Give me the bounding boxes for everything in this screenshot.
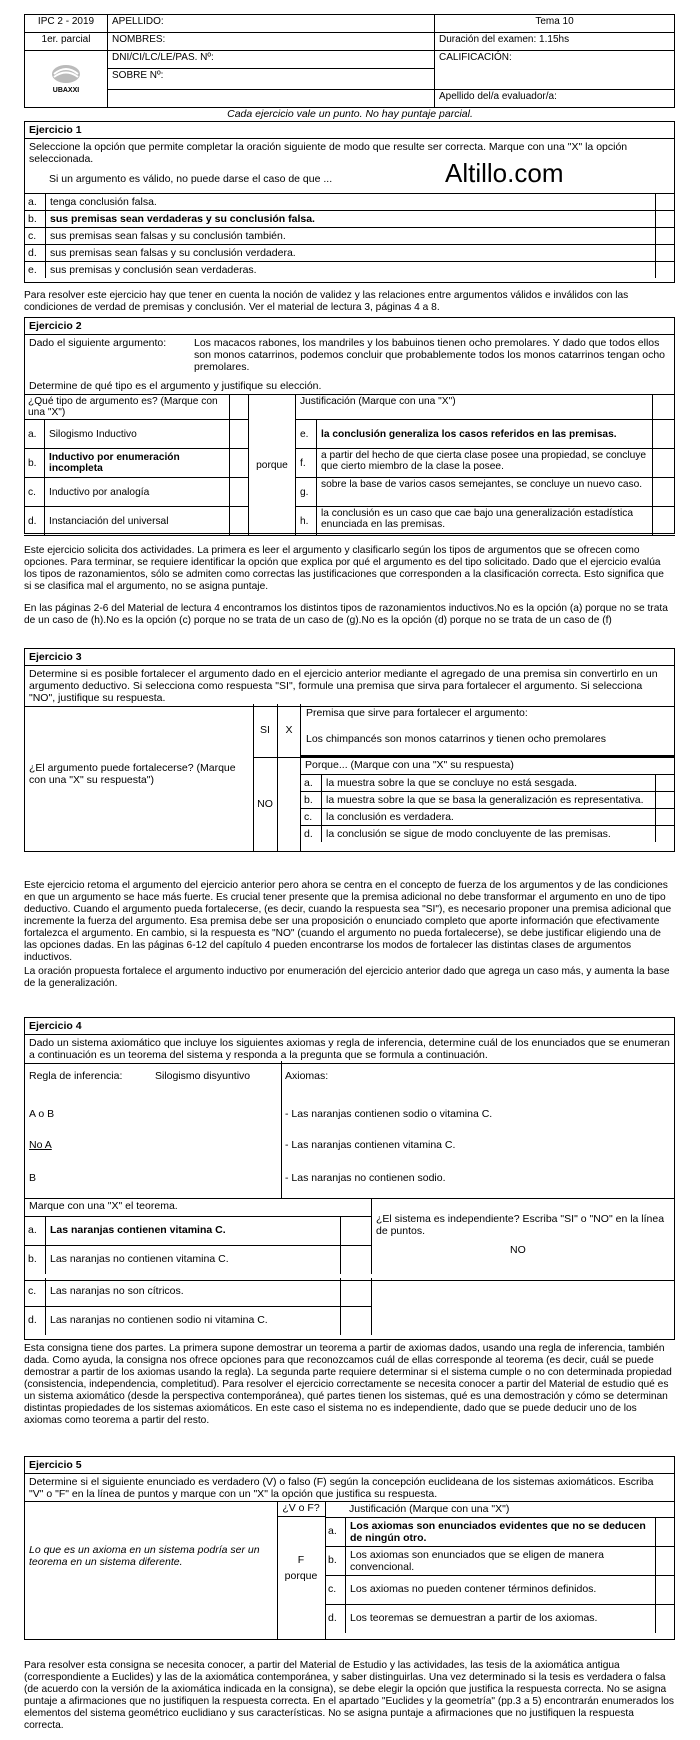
ej3-mark[interactable] xyxy=(656,775,674,791)
scoring-note: Cada ejercicio vale un punto. No hay puntaje parcial. xyxy=(227,108,473,120)
tema-label: Tema 10 xyxy=(435,15,675,33)
ejercicio-4: Ejercicio 4 Dado un sistema axiomático que incluye los siguientes axiomas y regla de inferencia, determine cuál de los enunciados que se enumeran a continuación es un teorema del sistema y responda a la pregunta que se formula a continuación. Regla de inferencia: Silogismo disyuntivo A o B No A B Axiomas: - Las naranjas contienen sodio o vitamina C. - Las naranjas contienen vitamina C. - Las naranjas no contienen sodio. Marque con una "X" el teorema. a. Las naranjas contienen vitamina C. b. Las naranjas no contienen vitamina C. ¿El sistema es independiente? Escriba "SI" o "NO" en la línea de puntos. xyxy=(24,1017,675,1281)
nombres-field[interactable]: NOMBRES: xyxy=(108,33,435,51)
ej5-title: Ejercicio 5 xyxy=(25,1457,674,1474)
ejercicio-1 xyxy=(24,121,675,283)
ej5-mark[interactable] xyxy=(656,1605,674,1633)
uba-logo-icon xyxy=(44,62,88,94)
ej4-axiom: - Las naranjas contienen vitamina C. xyxy=(285,1139,456,1151)
ej5-mark[interactable] xyxy=(656,1576,674,1604)
ej1-explanation: Para resolver este ejercicio hay que tener en cuenta la noción de validez y las relaciones entre argumentos válidos e inválidos con las condiciones de verdad de premisas y conclusión. Ver el material de lectura 3, páginas 4 a 8. xyxy=(24,290,629,313)
ej5-mark[interactable] xyxy=(656,1547,674,1575)
ej5-prompt: Determine si el siguiente enunciado es verdadero (V) o falso (F) según la concepción euclideana de los sistemas axiomáticos. Escriba "V" o "F" en la línea de puntos y marque con un "X" la opción que justifica su respuesta. xyxy=(29,1476,654,1500)
ej1-opt-letter: d. xyxy=(25,245,46,261)
ej5-explanation: Para resolver esta consigna se necesita conocer, a partir del Material de Estudio y las actividades, las tesis de la axiomática antigua (correspondiente a Euclides) y las de la axiomática contemporánea, y saber distinguirlas. Una vez determinado si la tesis es verdadera o falsa (de acuerdo con la versión de la axiomática indicada en la consigna), se debe elegir la opción que justifica la respuesta correcta. No se asigna puntaje a afirmaciones que no justifiquen la respuesta correcta. En el apartado "Euclides y la geometría" (pp.3 a 5) encontrarán enumerados los elementos del sistema geométrico euclidiano y sus características. No se asigna puntaje a afirmaciones que no justifiquen la respuesta correcta. xyxy=(24,1660,674,1731)
ej1-stem: Si un argumento es válido, no puede darse el caso de que ... xyxy=(49,173,333,185)
ejercicio-3: Ejercicio 3 Determine si es posible fortalecer el argumento dado en el ejercicio anterior mediante el agregado de una premisa sin convertirlo en un argumento deductivo. Si selecciona como respuesta "SI", formule una premisa que sirva para fortalecer el argumento. Si selecciona "NO", justifique su respuesta. ¿El argumento puede fortalecerse? (Marque con una "X" su respuesta") SI X Premisa que sirve para fortalecer el argumento: Los chimpancés son monos catarrinos y tienen ocho premolares NO Porque... (Marque con una "X" su respuesta) a. la muestra sobre la que se concluye no está sesgada. b. la muestra sobre la que se basa la generalización es representativa. c. la conclusión es verdadera. d. la conclusión se sigue de modo concluyente de las premisas. xyxy=(24,648,675,852)
ej2-mark[interactable] xyxy=(230,420,249,449)
exam-label: 1er. parcial xyxy=(25,33,108,51)
ej4-axiom: - Las naranjas no contienen sodio. xyxy=(285,1172,446,1184)
ej4-indep-question: ¿El sistema es independiente? Escriba "SI" o "NO" en la línea de puntos. xyxy=(376,1213,665,1237)
ej3-option-b[interactable]: la muestra sobre la que se basa la generalización es representativa. xyxy=(322,792,656,808)
ej1-option-a[interactable]: tenga conclusión falsa. xyxy=(46,194,656,210)
ej1-option-c[interactable]: sus premisas sean falsas y su conclusión también. xyxy=(46,228,656,244)
ej3-option-d[interactable]: la conclusión se sigue de modo concluyente de las premisas. xyxy=(322,826,656,842)
ej2-col-just: Justificación (Marque con una "X") xyxy=(296,395,653,420)
ej2-argument: Los macacos rabones, los mandriles y los babuinos tienen ocho premolares. Y dado que todos ellos son monos catarrinos, podemos concluir que probablemente todos los monos catarrinos tengan ocho premolares. xyxy=(194,337,666,373)
svg-text:UBAXXI: UBAXXI xyxy=(52,86,80,94)
ej4-mark-label: Marque con una "X" el teorema. xyxy=(25,1198,372,1216)
ej3-porque-label: Porque... (Marque con una "X" su respuesta) xyxy=(305,759,514,771)
exam-header xyxy=(24,14,675,108)
ej3-title: Ejercicio 3 xyxy=(25,649,674,666)
ejercicio-2: Ejercicio 2 Dado el siguiente argumento: Los macacos rabones, los mandriles y los babuinos tienen ocho premolares. Y dado que todos ellos son monos catarrinos, podemos concluir que probablemente todos los monos catarrinos tengan ocho premolares. Determine de qué tipo es el argumento y justifique su elección. ¿Qué tipo de argumento es? (Marque con una "X") porque Justificación (Marque con una "X") a. Silogismo Inductivo e. la conclusión generaliza los casos referidos en las premisas. b. Inductivo por enumeración incompleta f. a partir del hecho de que cierta clase posee una propiedad, se concluye que cierto miembro de la clase la posee. c. Inductivo por analogía g. sobre la base de varios casos semejantes, se concluye un nuevo caso. d. Instanciación del universal h. la conclusión es un caso que cae bajo una generalización estadística enunciada en las premisas. xyxy=(24,317,675,534)
ej3-option-a[interactable]: la muestra sobre la que se concluye no está sesgada. xyxy=(322,775,656,791)
ejercicio-4-lower: c. Las naranjas no son cítricos. d. Las naranjas no contienen sodio ni vitamina C. xyxy=(24,1278,675,1340)
course-code: IPC 2 - 2019 xyxy=(25,15,108,33)
ej3-premisa-label: Premisa que sirve para fortalecer el argumento: xyxy=(306,707,528,719)
ej2-porque: porque xyxy=(249,395,296,536)
ej4-option-a[interactable]: Las naranjas contienen vitamina C. xyxy=(46,1217,341,1245)
ej3-question: ¿El argumento puede fortalecerse? (Marque con una "X" su respuesta") xyxy=(29,762,236,786)
ej4-explanation: Esta consigna tiene dos partes. La primera supone demostrar un teorema a partir de axiomas dados, usando una regla de inferencia, también dada. Como ayuda, la consigna nos ofrece opciones para que reconozcamos cuál de ellas corresponde al teorema (es decir, cuál se puede demostrar a partir de los axiomas usando la regla). La segunda parte requiere determinar si el sistema cumple o no con determinada propiedad (consistencia, independencia, completitud). Para resolver el ejercicio correctamente se necesita conocer a partir del Material de estudio qué es un sistema axiomático (desde la perspectiva contemporánea), qué partes tienen los sistemas, qué es una demostración y cómo se determinan distintas propiedades de los sistemas axiomáticos. En este caso el sistema no es independiente, dado que se puede deducir uno de los axiomas como teorema a partir del resto. xyxy=(24,1343,672,1426)
ej3-explanation-1: Este ejercicio retoma el argumento del ejercicio anterior pero ahora se centra en el concepto de fuerza de los argumentos y de las condiciones en que un argumento se hace más fuerte. Es crucial tener presente que la premisa adicional no debe transformar el argumento en uno de tipo deductivo. Cuando el argumento pueda fortalecerse, (es decir, cuando la respuesta sea "SI"), es necesario proponer una premisa adicional que incremente la fuerza del argumento. Esa premisa debe ser una proposición o enunciado completo que aporte información que efectivamente fortalezca el argumento. En cambio, si la respuesta es "NO" (cuando el argumento no pueda fortalecerse), se debe justificar eligiendo una de las opciones dadas. En las páginas 6-12 del capítulo 4 pueden encontrarse los modos de fortalecer las distintas clases de argumentos inductivos. xyxy=(24,880,672,963)
ej1-title: Ejercicio 1 xyxy=(25,122,674,139)
ejercicio-5: Ejercicio 5 Determine si el siguiente enunciado es verdadero (V) o falso (F) según la concepción euclideana de los sistemas axiomáticos. Escriba "V" o "F" en la línea de puntos y marque con un "X" la opción que justifica su respuesta. Lo que es un axioma en un sistema podría ser un teorema en un sistema diferente. ¿V o F? F porque Justificación (Marque con una "X") a. Los axiomas son enunciados evidentes que no se deducen de ningún otro. b. Los axiomas son enunciados que se eligen de manera convencional. c. Los axiomas no pueden contener términos definidos. d. Los teoremas se demuestran a partir de los axiomas. xyxy=(24,1456,675,1640)
ej5-option-a[interactable]: Los axiomas son enunciados evidentes que no se deducen de ningún otro. xyxy=(346,1518,656,1546)
ej3-no-mark[interactable] xyxy=(278,758,301,851)
evaluador-field[interactable]: Apellido del/a evaluador/a: xyxy=(435,90,675,108)
ej1-mark-e[interactable] xyxy=(656,262,674,278)
ej3-option-c[interactable]: la conclusión es verdadera. xyxy=(322,809,656,825)
ej2-explanation-1: Este ejercicio solicita dos actividades. La primera es leer el argumento y clasificarlo según los tipos de argumentos que se ofrecen como opciones. Para terminar, se requiere identificar la opción que explica por qué el argumento es del tipo solicitado. Dado que el ejercicio evalúa los tipos de razonamientos, sólo se admiten como correctas las justificaciones que corresponden a la clasificación correcta. Esto significa que si se clasifica mal el argumento, no se asigna puntaje. xyxy=(24,545,664,592)
ej1-opt-letter: a. xyxy=(25,194,46,210)
ej4-rule-line: No A xyxy=(29,1139,52,1151)
ej2-type-c[interactable]: Inductivo por analogía xyxy=(45,478,230,507)
ej2-col-type: ¿Qué tipo de argumento es? (Marque con una "X") xyxy=(24,395,230,420)
ej4-rule-line: B xyxy=(29,1172,37,1184)
uba-logo xyxy=(25,51,108,108)
apellido-field[interactable]: APELLIDO: xyxy=(108,15,435,33)
ej2-just-e[interactable]: la conclusión generaliza los casos referidos en las premisas. xyxy=(317,420,653,449)
ej3-prompt: Determine si es posible fortalecer el argumento dado en el ejercicio anterior mediante el agregado de una premisa sin convertirlo en un argumento deductivo. Si selecciona como respuesta "SI", formule una premisa que sirva para fortalecer el argumento. Si selecciona "NO", justifique su respuesta. xyxy=(25,666,674,707)
ej4-mark[interactable] xyxy=(341,1307,372,1335)
ej4-mark[interactable] xyxy=(341,1278,372,1306)
ej2-just-g[interactable]: sobre la base de varios casos semejantes, se concluye un nuevo caso. xyxy=(317,478,653,507)
ej2-mark[interactable] xyxy=(230,449,249,478)
ej2-mark[interactable] xyxy=(653,478,676,507)
ej5-option-d[interactable]: Los teoremas se demuestran a partir de los axiomas. xyxy=(346,1605,656,1633)
ej2-just-f[interactable]: a partir del hecho de que cierta clase posee una propiedad, se concluye que cierto miembro de la clase la posee. xyxy=(317,449,653,478)
ej4-title: Ejercicio 4 xyxy=(25,1018,674,1035)
ej3-explanation-2: La oración propuesta fortalece el argumento inductivo por enumeración del ejercicio anterior dado que agrega un caso más, y aumenta la base de la generalización. xyxy=(24,966,670,989)
watermark: Altillo.com xyxy=(445,158,564,188)
ej1-opt-letter: c. xyxy=(25,228,46,244)
ej4-axiomas-label: Axiomas: xyxy=(285,1070,329,1082)
ej4-option-b[interactable]: Las naranjas no contienen vitamina C. xyxy=(46,1246,341,1274)
ej5-option-b[interactable]: Los axiomas son enunciados que se eligen de manera convencional. xyxy=(346,1547,656,1575)
ej2-type-b[interactable]: Inductivo por enumeración incompleta xyxy=(45,449,230,478)
ej1-mark-b[interactable] xyxy=(656,211,674,227)
ej1-mark-c[interactable] xyxy=(656,228,674,244)
ej5-col-just: Justificación (Marque con una "X") xyxy=(349,1503,510,1515)
ej5-answer[interactable]: F xyxy=(297,1554,305,1566)
ej1-mark-d[interactable] xyxy=(656,245,674,261)
ej2-type-d[interactable]: Instanciación del universal xyxy=(45,507,230,536)
ej1-option-e[interactable]: sus premisas y conclusión sean verdaderas. xyxy=(46,262,656,278)
ej5-option-c[interactable]: Los axiomas no pueden contener términos definidos. xyxy=(346,1576,656,1604)
ej4-option-c[interactable]: Las naranjas no son cítricos. xyxy=(46,1278,341,1306)
sobre-field[interactable]: SOBRE Nº: xyxy=(108,69,435,90)
duracion-label: Duración del examen: 1.15hs xyxy=(435,33,675,51)
ej2-title: Ejercicio 2 xyxy=(25,318,674,335)
ej4-axiom: - Las naranjas contienen sodio o vitamina C. xyxy=(285,1108,493,1120)
ej3-mark[interactable] xyxy=(656,792,674,808)
ej4-mark[interactable] xyxy=(341,1246,372,1274)
ej2-explanation-2: En las páginas 2-6 del Material de lectura 4 encontramos los distintos tipos de razonamientos inductivos.No es la opción (a) porque no se trata de un caso de (h).No es la opción (c) porque no se trata de un caso de (g).No es la opción (d) porque no se trata de un caso de (f) xyxy=(24,603,668,626)
ej3-mark[interactable] xyxy=(656,826,674,842)
ej4-rule-line: A o B xyxy=(29,1108,55,1120)
ej3-premisa-answer[interactable]: Los chimpancés son monos catarrinos y tienen ocho premolares xyxy=(306,733,606,745)
ej2-mark[interactable] xyxy=(230,478,249,507)
ej5-col-vf: ¿V o F? xyxy=(277,1502,325,1517)
ej3-si-mark[interactable]: X xyxy=(278,704,301,758)
ej4-indep-answer[interactable]: NO xyxy=(510,1244,526,1256)
ej2-label: Dado el siguiente argumento: xyxy=(29,337,167,349)
calificacion-field[interactable]: CALIFICACIÓN: xyxy=(435,51,675,90)
ej2-mark[interactable] xyxy=(230,507,249,536)
ej3-si: SI xyxy=(253,704,278,758)
ej1-option-b[interactable]: sus premisas sean verdaderas y su conclusión falsa. xyxy=(46,211,656,227)
ej2-instruction: Determine de qué tipo es el argumento y justifique su elección. xyxy=(29,380,322,392)
ej2-mark[interactable] xyxy=(653,507,676,536)
ej5-porque: porque xyxy=(284,1570,318,1582)
ej1-opt-letter: e. xyxy=(25,262,46,278)
ej2-mark[interactable] xyxy=(653,420,676,449)
ej4-prompt: Dado un sistema axiomático que incluye los siguientes axiomas y regla de inferencia, determine cuál de los enunciados que se enumeran a continuación es un teorema del sistema y responda a la pregunta que se formula a continuación. xyxy=(25,1035,674,1064)
ej4-mark[interactable] xyxy=(341,1217,372,1245)
ej4-option-d[interactable]: Las naranjas no contienen sodio ni vitamina C. xyxy=(46,1307,341,1335)
ej5-statement: Lo que es un axioma en un sistema podría ser un teorema en un sistema diferente. xyxy=(29,1544,260,1568)
ej1-opt-letter: b. xyxy=(25,211,46,227)
ej2-just-h[interactable]: la conclusión es un caso que cae bajo una generalización estadística enunciada en las premisas. xyxy=(317,507,653,536)
ej4-regla: Silogismo disyuntivo xyxy=(155,1070,251,1082)
ej1-option-d[interactable]: sus premisas sean falsas y su conclusión verdadera. xyxy=(46,245,656,261)
ej5-mark[interactable] xyxy=(656,1518,674,1546)
ej3-mark[interactable] xyxy=(656,809,674,825)
ej4-regla-label: Regla de inferencia: xyxy=(29,1070,123,1082)
dni-field[interactable]: DNI/CI/LC/LE/PAS. Nº: xyxy=(108,51,435,69)
ej2-type-a[interactable]: Silogismo Inductivo xyxy=(45,420,230,449)
ej2-mark[interactable] xyxy=(653,449,676,478)
ej1-prompt: Seleccione la opción que permite completar la oración siguiente de modo que resulte ser correcta. Marque con una "X" la opción seleccionada. xyxy=(29,141,628,165)
ej3-no: NO xyxy=(253,758,278,851)
ej1-mark-a[interactable] xyxy=(656,194,674,210)
